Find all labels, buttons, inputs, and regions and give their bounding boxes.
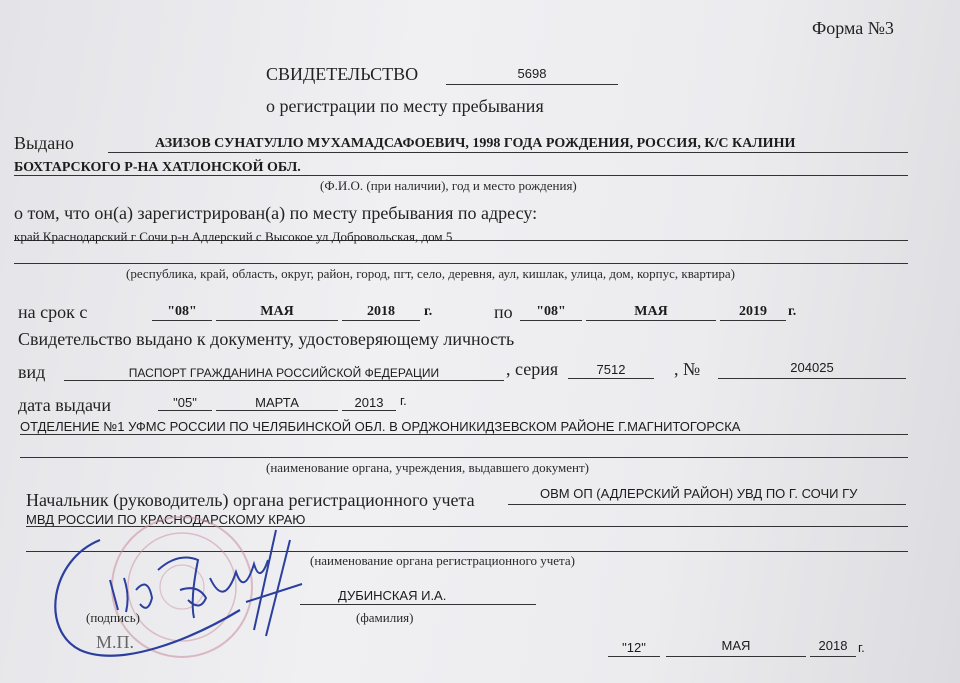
address-label: о том, что он(а) зарегистрирован(а) по месту пребывания по адресу:	[14, 203, 538, 223]
form-number: Форма №3	[812, 18, 894, 38]
address-value: край Краснодарский г Сочи р-н Адлерский с Высокое ул Добровольская, дом 5	[14, 229, 453, 244]
document-number-line	[718, 378, 906, 379]
issue-date-label: дата выдачи	[18, 395, 111, 415]
period-to-month: МАЯ	[634, 304, 668, 319]
period-from-day: "08"	[167, 304, 197, 319]
certificate-title: СВИДЕТЕЛЬСТВО	[266, 64, 419, 84]
period-to-label: по	[494, 302, 513, 322]
period-to-month-line	[586, 320, 716, 321]
document-type-line	[64, 380, 504, 381]
period-to-year-suffix: г.	[788, 304, 797, 319]
issue-year-line	[810, 656, 856, 657]
period-from-month-line	[216, 320, 338, 321]
doc-date-month: МАРТА	[255, 395, 299, 410]
certificate-subtitle: о регистрации по месту пребывания	[266, 96, 544, 116]
doc-date-day: "05"	[173, 395, 197, 410]
signer-name: ДУБИНСКАЯ И.А.	[338, 588, 447, 603]
period-to-year: 2019	[739, 304, 767, 319]
issue-month-line	[666, 656, 806, 657]
doc-date-month-line	[216, 410, 338, 411]
period-from-month: МАЯ	[260, 304, 294, 319]
period-from-day-line	[152, 320, 212, 321]
address-line-2	[14, 263, 908, 264]
authority-caption: (наименование органа регистрационного учета)	[310, 553, 575, 568]
document-series-value: 7512	[596, 362, 626, 377]
period-from-year-suffix: г.	[424, 304, 433, 319]
signature-caption: (подпись)	[86, 610, 140, 625]
doc-date-year: 2013	[354, 395, 384, 410]
certificate-number-line	[446, 84, 618, 85]
doc-date-year-line	[342, 410, 396, 411]
authority-name-line-2: МВД РОССИИ ПО КРАСНОДАРСКОМУ КРАЮ	[26, 512, 306, 527]
address-caption: (республика, край, область, округ, район, город, пгт, село, деревня, аул, кишлак, улица, дом, корпус, квартира)	[126, 266, 736, 281]
certificate-number: 5698	[517, 66, 547, 81]
authority-name-line-1: ОВМ ОП (АДЛЕРСКИЙ РАЙОН) УВД ПО Г. СОЧИ ГУ	[540, 486, 858, 501]
surname-caption: (фамилия)	[356, 610, 414, 625]
issued-to-label: Выдано	[14, 133, 74, 153]
period-to-day-line	[520, 320, 582, 321]
document-intro: Свидетельство выдано к документу, удостоверяющему личность	[18, 329, 515, 349]
period-to-day: "08"	[536, 304, 566, 319]
document-number-value: 204025	[790, 360, 834, 375]
issuer-line-2	[20, 457, 908, 458]
document-issuer: ОТДЕЛЕНИЕ №1 УФМС РОССИИ ПО ЧЕЛЯБИНСКОЙ ОБЛ. В ОРДЖОНИКИДЗЕВСКОМ РАЙОНЕ Г.МАГНИТОГОРСКА	[20, 419, 741, 434]
period-from-label: на срок с	[18, 302, 88, 322]
signer-name-line	[300, 604, 536, 605]
document-type-value: ПАСПОРТ ГРАЖДАНИНА РОССИЙСКОЙ ФЕДЕРАЦИИ	[128, 366, 440, 380]
issue-day-line	[608, 656, 660, 657]
issue-day: "12"	[622, 640, 646, 655]
document-issuer-caption: (наименование органа, учреждения, выдавшего документ)	[266, 460, 590, 475]
issue-year: 2018	[818, 638, 848, 653]
issued-to-name-line-1: АЗИЗОВ СУНАТУЛЛО МУХАМАДСАФОЕВИЧ, 1998 ГОДА РОЖДЕНИЯ, РОССИЯ, К/С КАЛИНИ	[155, 136, 796, 151]
seal-label: М.П.	[96, 632, 135, 652]
document-series-label: , серия	[506, 359, 559, 379]
doc-date-day-line	[158, 410, 212, 411]
handwritten-signature-icon	[40, 520, 320, 670]
document-series-line	[568, 378, 654, 379]
period-from-year-line	[342, 320, 420, 321]
period-from-year: 2018	[367, 304, 395, 319]
document-number-label: , №	[674, 359, 701, 379]
doc-date-suffix: г.	[400, 393, 407, 408]
authority-label: Начальник (руководитель) органа регистрационного учета	[26, 490, 475, 510]
document-type-label: вид	[18, 362, 46, 382]
issuer-line-1	[20, 434, 908, 435]
issued-to-caption: (Ф.И.О. (при наличии), год и место рождения)	[320, 178, 577, 193]
authority-line-1	[508, 504, 906, 505]
issued-to-line-1	[108, 152, 908, 153]
issue-month: МАЯ	[721, 638, 751, 653]
period-to-year-line	[720, 320, 786, 321]
issued-to-name-line-2: БОХТАРСКОГО Р-НА ХАТЛОНСКОЙ ОБЛ.	[14, 160, 301, 175]
issue-year-suffix: г.	[858, 640, 865, 655]
